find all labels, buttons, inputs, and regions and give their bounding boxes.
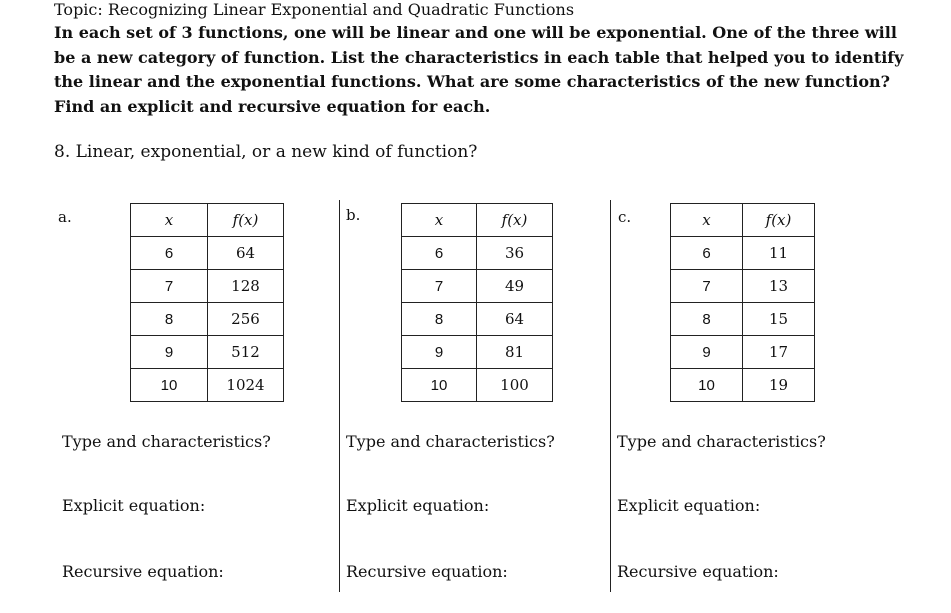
topic-heading: Topic: Recognizing Linear Exponential and Quadratic Functions (54, 0, 575, 19)
fx-cell: 49 (477, 270, 553, 303)
fx-column-header: f(x) (208, 204, 284, 237)
fx-cell: 11 (743, 237, 815, 270)
column-divider-2 (610, 200, 611, 592)
fx-cell: 64 (477, 303, 553, 336)
part-b-label: b. (346, 206, 361, 224)
x-cell: 10 (402, 369, 477, 402)
fx-cell: 1024 (208, 369, 284, 402)
table-row (131, 303, 284, 336)
fx-cell: 17 (743, 336, 815, 369)
x-cell: 6 (402, 237, 477, 270)
x-column-header: x (671, 204, 743, 237)
part-a-explicit-prompt: Explicit equation: (62, 496, 206, 515)
x-cell: 6 (671, 237, 743, 270)
x-cell: 8 (402, 303, 477, 336)
x-cell: 10 (131, 369, 208, 402)
fx-column-header: f(x) (743, 204, 815, 237)
table-row (131, 237, 284, 270)
x-cell: 7 (402, 270, 477, 303)
column-divider-1 (339, 200, 340, 592)
table-header-row (671, 204, 815, 237)
table-row (402, 237, 553, 270)
table-header-row (402, 204, 553, 237)
x-cell: 9 (671, 336, 743, 369)
table-row (402, 270, 553, 303)
fx-cell: 256 (208, 303, 284, 336)
table-row (671, 270, 815, 303)
x-cell: 6 (131, 237, 208, 270)
fx-cell: 36 (477, 237, 553, 270)
table-row (131, 336, 284, 369)
table-header-row (131, 204, 284, 237)
part-b-explicit-prompt: Explicit equation: (346, 496, 490, 515)
part-c-label: c. (618, 208, 632, 226)
x-cell: 9 (131, 336, 208, 369)
x-cell: 10 (671, 369, 743, 402)
fx-cell: 13 (743, 270, 815, 303)
x-cell: 7 (671, 270, 743, 303)
part-b-recursive-prompt: Recursive equation: (346, 562, 508, 581)
fx-cell: 81 (477, 336, 553, 369)
part-c-type-prompt: Type and characteristics? (617, 432, 826, 451)
part-b-table (401, 203, 553, 402)
part-a-type-prompt: Type and characteristics? (62, 432, 271, 451)
fx-cell: 100 (477, 369, 553, 402)
table-row (671, 303, 815, 336)
fx-column-header: f(x) (477, 204, 553, 237)
x-column-header: x (131, 204, 208, 237)
fx-cell: 512 (208, 336, 284, 369)
fx-cell: 15 (743, 303, 815, 336)
part-b-type-prompt: Type and characteristics? (346, 432, 555, 451)
part-a-recursive-prompt: Recursive equation: (62, 562, 224, 581)
table-row (671, 369, 815, 402)
table-row (402, 369, 553, 402)
part-a-label: a. (58, 208, 72, 226)
x-cell: 7 (131, 270, 208, 303)
table-row (671, 237, 815, 270)
x-cell: 8 (131, 303, 208, 336)
question-8: 8. Linear, exponential, or a new kind of function? (54, 142, 478, 162)
x-column-header: x (402, 204, 477, 237)
part-c-recursive-prompt: Recursive equation: (617, 562, 779, 581)
table-row (131, 270, 284, 303)
x-cell: 8 (671, 303, 743, 336)
table-row (131, 369, 284, 402)
fx-cell: 64 (208, 237, 284, 270)
table-row (402, 336, 553, 369)
fx-cell: 19 (743, 369, 815, 402)
table-row (671, 336, 815, 369)
x-cell: 9 (402, 336, 477, 369)
instructions-text: In each set of 3 functions, one will be linear and one will be exponential. One of the three will be a new category of function. List the characteristics in each table that helped you to identify the linear and the exponential functions. What are some characteristics of the new function? Find an explicit and recursive equation for each. (54, 23, 904, 116)
part-a-table (130, 203, 284, 402)
part-c-explicit-prompt: Explicit equation: (617, 496, 761, 515)
part-c-table (670, 203, 815, 402)
fx-cell: 128 (208, 270, 284, 303)
table-row (402, 303, 553, 336)
